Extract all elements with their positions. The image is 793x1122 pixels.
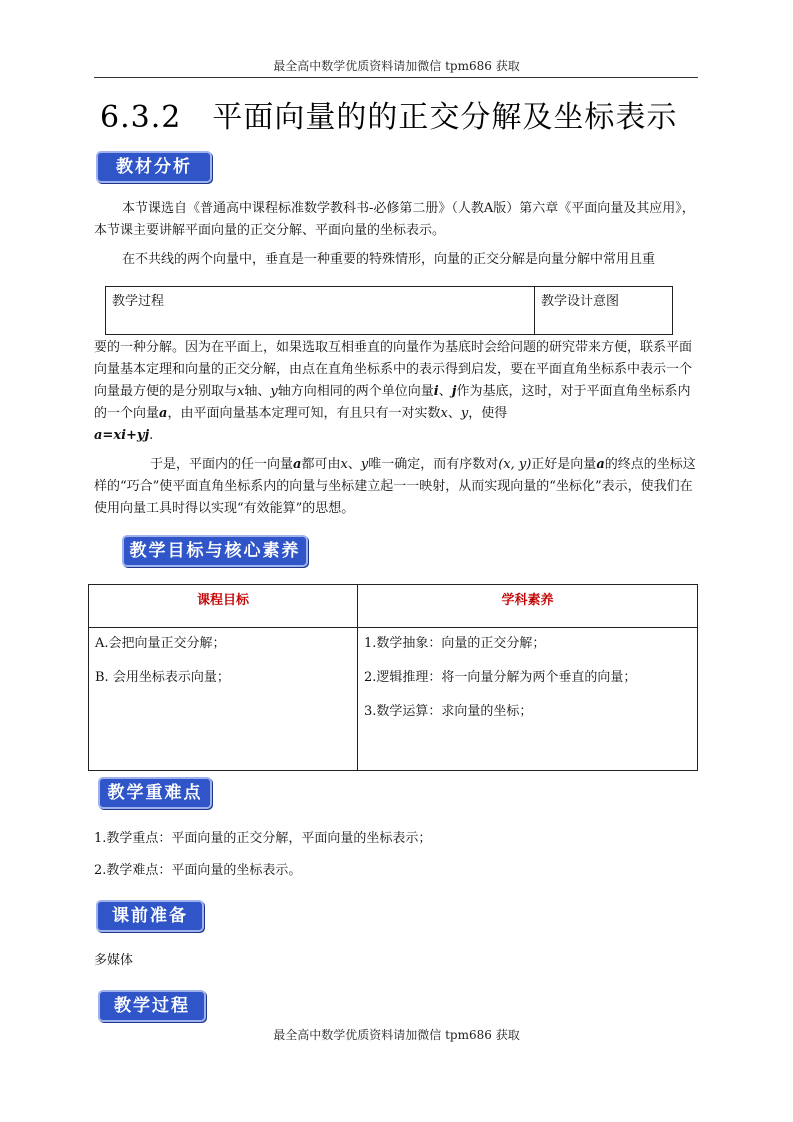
- text-segment: 轴、: [244, 384, 271, 399]
- literacy-item: 1.数学抽象：向量的正交分解；: [364, 636, 546, 651]
- text-segment: 、: [347, 457, 361, 472]
- text-segment: ，使得: [468, 406, 508, 421]
- math-a: a: [596, 457, 605, 472]
- course-goal-item: B. 会用坐标表示向量；: [95, 670, 230, 685]
- prep-text: 多媒体: [94, 953, 134, 968]
- page-header: 最全高中数学优质资料请加微信 tpm686 获取: [273, 59, 520, 73]
- text-segment: 都可由: [301, 457, 341, 472]
- text-segment: 轴方向相同的两个单位向量: [277, 384, 434, 399]
- design-intent-column-header: 教学设计意图: [535, 287, 673, 335]
- math-a: a: [159, 406, 168, 421]
- course-goals-cell: [89, 628, 358, 771]
- math-y: y: [360, 457, 369, 472]
- course-goal-item: A.会把向量正交分解；: [95, 636, 226, 651]
- keypoint-item: 1.教学重点：平面向量的正交分解，平面向量的坐标表示；: [94, 831, 432, 846]
- process-column-header: 教学过程: [106, 287, 535, 335]
- header-divider: [94, 77, 698, 78]
- goals-table: [88, 584, 698, 771]
- section-badge-analysis: 教材分析: [96, 151, 212, 183]
- section-badge-goals: 教学目标与核心素养: [122, 535, 308, 567]
- math-pair: (x, y): [498, 457, 532, 472]
- math-x: x: [440, 406, 448, 421]
- math-x: x: [340, 457, 348, 472]
- text-segment: 唯一确定，而有序数对: [368, 457, 499, 472]
- math-x: x: [237, 384, 245, 399]
- page-title: 6.3.2 平面向量的的正交分解及坐标表示: [100, 100, 678, 135]
- math-y: y: [460, 406, 469, 421]
- text-segment: .: [149, 428, 154, 443]
- math-j: j: [451, 384, 457, 399]
- text-segment: 作为基底，这时，对于平面直角坐标系内的一个向量: [94, 384, 691, 421]
- section-badge-process: 教学过程: [98, 990, 206, 1022]
- formula: a=xi+yj: [94, 428, 150, 443]
- text-segment: 正好是向量: [531, 457, 597, 472]
- math-i: i: [433, 384, 439, 399]
- analysis-paragraph-3: [94, 454, 700, 520]
- keypoint-item: 2.教学难点：平面向量的坐标表示。: [94, 863, 302, 878]
- analysis-paragraph-1: 本节课选自《普通高中课程标准数学教科书-必修第二册》（人教A版）第六章《平面向量及其应用》，本节课主要讲解平面向量的正交分解、平面向量的坐标表示。: [94, 201, 695, 238]
- text-segment: 要的一种分解。因为在平面上，如果选取互相垂直的向量作为基底时会给问题的研究带来方便，联系平面向量基本定理和向量的正交分解，由点在直角坐标系中的表示得到启发，要在平面直角坐标系中表示一个向量最方便的是分别取与: [94, 340, 693, 399]
- text-segment: 于是，平面内的任一向量: [150, 457, 294, 472]
- page-footer: 最全高中数学优质资料请加微信 tpm686 获取: [273, 1028, 520, 1042]
- text-segment: 、: [438, 384, 452, 399]
- goals-header-course: 课程目标: [89, 585, 358, 628]
- analysis-paragraph-2-start: 在不共线的两个向量中，垂直是一种重要的特殊情形，向量的正交分解是向量分解中常用且重: [122, 252, 656, 267]
- section-badge-prep: 课前准备: [96, 900, 204, 932]
- text-segment: ，由平面向量基本定理可知，有且只有一对实数: [167, 406, 441, 421]
- math-a: a: [293, 457, 302, 472]
- math-y: y: [270, 384, 278, 399]
- literacy-item: 3.数学运算：求向量的坐标；: [364, 704, 533, 719]
- section-badge-keypoints: 教学重难点: [98, 777, 212, 809]
- goals-header-literacy: 学科素养: [358, 585, 698, 628]
- literacy-cell: [358, 628, 698, 771]
- literacy-item: 2.逻辑推理：将一向量分解为两个垂直的向量；: [364, 670, 637, 685]
- process-design-table: [105, 286, 673, 335]
- text-segment: 的终点的坐标这样的“巧合”使平面直角坐标系内的向量与坐标建立起一一映射，从而实现向量的“坐标化”表示，使我们在使用向量工具时得以实现“有效能算”的思想。: [94, 457, 696, 516]
- text-segment: 、: [447, 406, 461, 421]
- analysis-paragraph-2-cont: [94, 337, 700, 447]
